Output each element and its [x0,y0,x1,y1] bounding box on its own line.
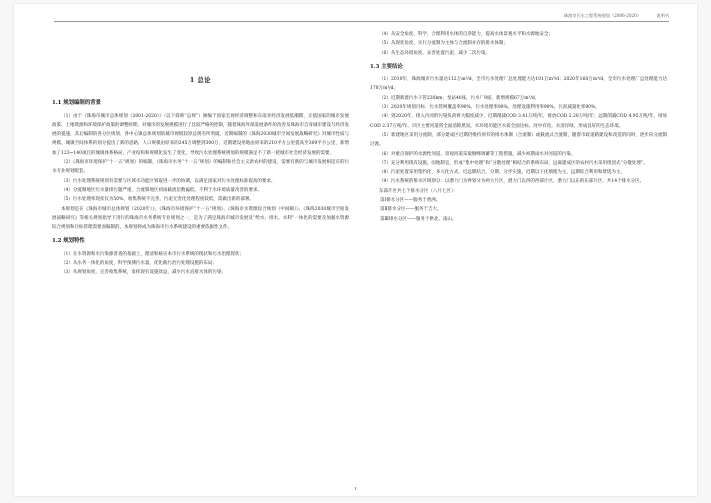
paragraph: （5）污水处理率现状仅为50%，收集系统不完善，污泥无害化处理程度较低，需做出新的部署。 [61,197,254,203]
list-item: （4）从安全角度，科学，合理利用水体的自净能力，提高水体景观水平和水源地安全； [379,32,553,37]
paragraph: （3）2020年规划目标：污水管网覆盖率90%，污水处理率90%，处理设施利用率90%，污泥减量化率90%。 [379,105,600,111]
section-title-1-3: 1.3 主要结论 [370,63,403,70]
paragraph: （1）由于《珠海市城市总体规划（2001-2020）》（以下简称“总规”）修编于国家宏观经济调整和东南亚经济发展低潮期，正值国家的城市发展政策、土地资源和环境保护政策的调整时期，对城市的发展规模进行了比较严格的控制，随着珠海外部发展条件的改善及珠海市自身城市建设与经济发展的提速，其后编制的各分区规划、各中心镇总体规划的城市规模较原总规有所突破，近期编制的《珠海2030城市空间发展战略研究》对城市性质与规模、城镇空间体系的划分提出了新的思路，人口规模由原来的245万调整到300万，近期建设用地由原来的210平方公里提高至309平方公里，新增加了123~140项目的城镇体系格局，产业结构和规模化发生了变化，导致污水处理系统规划的规模满足不了新一轮城市社会经济发展的需要。 [52,113,349,156]
paragraph: （1）2010年，珠海城市污水量达112万m³/d，全市污水处理厂总处理能力达101万m³/d；2020年168万m³/d，全市污水处理厂总处理能力达178万m³/d。 [370,77,667,92]
section-title-1-1: 1.1 规划编制的背景 [52,100,101,107]
left-column [52,30,349,278]
paragraph: （3）污水处理系统规划有需要与区域水功能区划取进一步的协调，以满足国家对污水处理标准提高的要求。 [61,178,276,184]
list-item: 第Ⅱ排水分区——服务于吉大。 [380,207,442,213]
list-item: （6）从生态环境角度，妥善处置污泥，减少二次污染。 [379,50,490,56]
paragraph: （6）对重点保护的水源性河道、景观河道采取倒峰调蓄等工程措施，减少初期雨水对河道的污染。 [379,151,576,157]
paragraph: （7）充分利用现有设施，因地制宜，形成“集中处理”和“分散处理”相结合的系统布局，远离建成区的农村污水采用组团式“分散处理”。 [379,160,648,166]
section-title-1-2: 1.2 规划特性 [52,238,85,245]
paragraph: 本规划是在《珠海市城市总体规划（2020年）》、《珠海市环境保护“十一五”规划》、《珠海市水资源综合规划（中间稿）》、《珠海2030城市空间发展战略研究》等相关规划指导下进行的珠海市水务系统专业规划之一，是为了满足珠海市城市发展及“给水、排水、水利”一体化的需要及加强水资源综合规划和目标管理需要而编制的，本规划将成为珠海市污水系统建设的重要依据性文件。 [52,206,349,231]
paragraph: （5）新建地区采用分流制，部分建成区近期仍维持原有的排水体制（合流制）或截流式合流制，随着市政道路建设和改造的同时，逐步向分流制过渡。 [370,132,667,148]
list-item: 第Ⅰ排水分区——服务于香洲。 [380,198,441,204]
page-number: 1 [354,486,357,491]
paragraph: （2）近期新建污水干管230km，泵站40座，污水厂9座，新增规模67万m³/d。 [379,95,540,101]
header-title: 珠海市污水工程系统规划（2006-2020） [563,13,642,18]
paragraph: （4）到2020年，排入内河的污染负荷将大幅度减少，近期削减COD 3.41万吨/年，排放COD 2.28万吨/年；远期削减COD 4.95万吨/年，排放COD 2.37万吨/年。市区主要河道将全面消除黑臭，水环境功能区水质全面达标，河中有鱼，水清岸绿，形成良好的生态环境。 [370,114,667,129]
chapter-title: 1 总论 [189,77,212,84]
list-item: （1）在水资源和水污染源普查的基础上，理清和核实本市污水系统的现状和污水治理现状； [61,251,244,257]
list-item: （5）从现状角度，实行分流制为主体与合流制并存的排水体制； [379,41,508,47]
list-item: （3）从规划角度，完善收集系统，发挥现有设施效益，减少污水直排水体的污染； [61,270,226,276]
right-column [370,30,667,224]
paragraph: 东部片区共七个排水分区（八片七区）： [379,188,458,194]
paragraph: （9）污水系统的排水区域划分：以潜力门为界划分为两大片区，潜力门以西的西部片区，潜力门以东的东部片区，共14个排水分区。 [379,179,645,185]
paragraph: （4）分流制地区污水量排污题严重，合流制地区初雨截流倍数偏低，不利于水环境质量改善的要求。 [61,187,262,193]
paragraph: （2）《珠海市环境保护“十一五”规划》的编制，《珠海市水务“十一五”规划》的编制和社会主义新农村的建设，需要有新的与城市发展相适应的污水专业规划配套。 [52,160,349,175]
header-label: 说明书 [656,13,669,18]
list-item: 第Ⅲ排水分区——服务于拱北、南山。 [380,216,457,222]
running-header [54,13,669,22]
document-page [14,4,697,496]
list-item: （2）从水务一体化的角度，科学预测污水量，优化截污治污处理设施的布局； [61,261,217,267]
paragraph: （8）污泥处置采用集约化，多元化方式，近远期结合，分期、分步实施，近期以干化填埋为主，远期综合利用和焚烧为主。 [379,170,625,176]
